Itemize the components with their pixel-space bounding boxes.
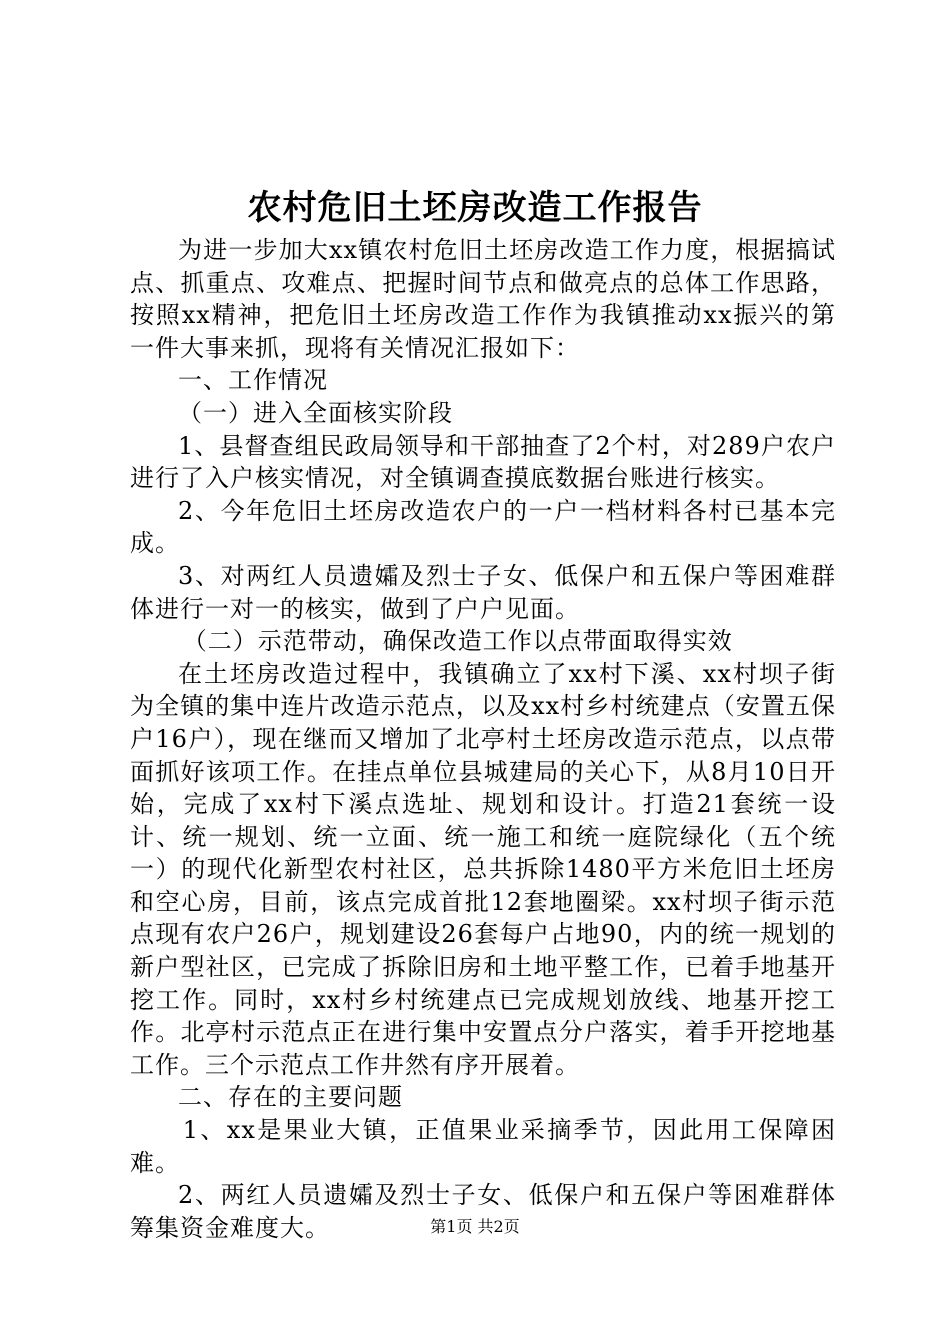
document-title: 农村危旧土坯房改造工作报告: [247, 188, 703, 228]
section-heading-work-status: 一、工作情况: [178, 366, 328, 395]
body-paragraph: 在土坯房改造过程中，我镇确立了xx村下溪、xx村坝子街为全镇的集中连片改造示范点，以及xx村乡村统建点（安置五保户16户），现在继而又增加了北亭村土坯房改造示范点，以点带面抓好该项工作。在挂点单位县城建局的关心下，从8月10日开始，完成了xx村下溪点选址、规划和设计。打造21套统一设计、统一规划、统一立面、统一施工和统一庭院绿化（五个统一）的现代化新型农村社区，总共拆除1480平方米危旧土坯房和空心房，目前，该点完成首批12套地圈梁。xx村坝子街示范点现有农户26户，规划建设26套每户占地90，内的统一规划的新户型社区，已完成了拆除旧房和土地平整工作，已着手地基开挖工作。同时，xx村乡村统建点已完成规划放线、地基开挖工作。北亭村示范点正在进行集中安置点分户落实，着手开挖地基工作。三个示范点工作井然有序开展着。: [130, 659, 836, 1079]
list-item-paragraph: 1、xx是果业大镇，正值果业采摘季节，因此用工保障困难。: [130, 1116, 836, 1177]
subsection-heading-verification: （一）进入全面核实阶段: [178, 398, 453, 427]
document-body: [130, 234, 836, 1244]
list-item-paragraph: 1、县督查组民政局领导和干部抽查了2个村，对289户农户进行了入户核实情况，对全镇调查摸底数据台账进行核实。: [130, 431, 836, 493]
list-item-paragraph: 2、两红人员遗孀及烈士子女、低保户和五保户等困难群体筹集资金难度大。: [130, 1181, 836, 1242]
intro-paragraph: 为进一步加大xx镇农村危旧土坯房改造工作力度，根据搞试点、抓重点、攻难点、把握时间节点和做亮点的总体工作思路，按照xx精神，把危旧土坯房改造工作作为我镇推动xx振兴的第一件大事来抓，现将有关情况汇报如下：: [130, 236, 836, 362]
list-item-paragraph: 2、今年危旧土坯房改造农户的一户一档材料各村已基本完成。: [130, 496, 836, 558]
section-heading-problems: 二、存在的主要问题: [178, 1083, 403, 1112]
list-item-paragraph: 3、对两红人员遗孀及烈士子女、低保户和五保户等困难群体进行一对一的核实，做到了户户见面。: [130, 561, 836, 623]
subsection-heading-demonstration: （二）示范带动，确保改造工作以点带面取得实效: [182, 627, 733, 656]
page-number: 第1页 共2页: [430, 1217, 520, 1236]
